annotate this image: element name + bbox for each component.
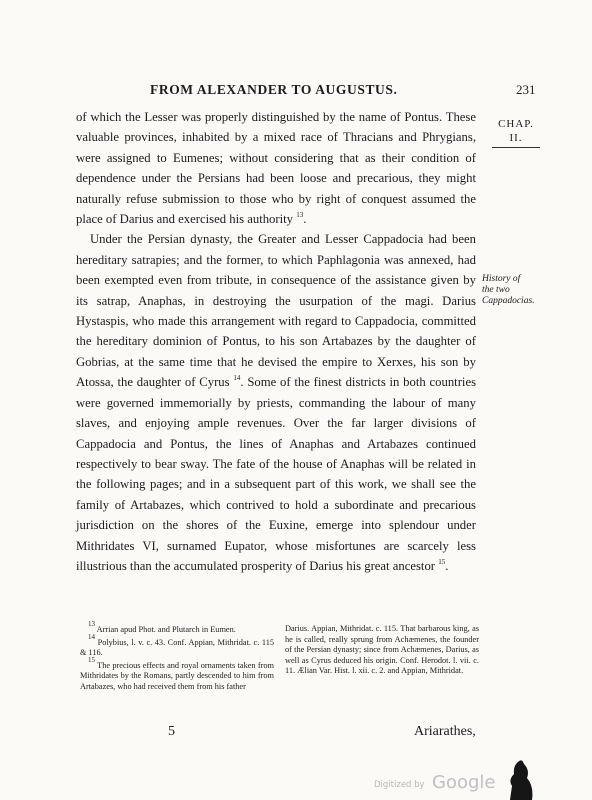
- footnote-15-mark: 15: [88, 655, 95, 664]
- chapter-rule: [492, 147, 540, 148]
- paragraph-2-text-b: Some of the finest districts in both countries were governed immemorially by priests, commanding the labour of many slaves, and enjoying ample revenues. Over the far larger divisions of Cappadocia and Pontus, the lines of Anaphas and Artabazes continued respectively to bear sway. The fate of the house of Anaphas will be related in the following pages; and in a subsequent part of this work, we shall see the family of Artabazes, which contrived to hold a subordinate and precarious jurisdiction on the shores of the Euxine, emerge into splendour under Mithridates VI, surnamed Eupator, whose misfortunes are scarcely less illustrious than the accumulated prosperity of Darius his great ancestor: [76, 375, 477, 573]
- side-note-line-3: Cappadocias.: [482, 296, 535, 306]
- footnote-15-continued: Darius. Appian, Mithridat. c. 115. That barbarous king, as he is called, really sprung from Achæmenes, the founder of the Persian dynasty; since from Achæmenes, Darius, as well as Cyrus deduced his origin. Conf. Herodot. l. vii. c. 11. Ælian Var. Hist. l. xii. c. 2. and Appian, Mithridat.: [285, 624, 479, 676]
- signature-mark: 5: [168, 724, 175, 739]
- page-number: 231: [516, 82, 536, 97]
- footnote-14-mark: 14: [88, 632, 95, 641]
- body-text: [76, 107, 476, 576]
- footnote-ref-13[interactable]: 13: [296, 211, 304, 220]
- footnotes-left-column: [80, 620, 275, 694]
- paragraph-1: of which the Lesser was properly distinguished by the name of Pontus. These valuable provinces, inhabited by a mixed race of Thracians and Phrygians, were assigned to Eumenes; without considering that as their condition of dependence under the Persians had been loose and precarious, they might naturally refuse submission to those who by right of conquest assumed the place of Darius and exercised his authority $^{13}$.: [76, 110, 476, 227]
- footnote-divider: [78, 613, 478, 615]
- footnote-ref-14[interactable]: 14: [233, 374, 241, 383]
- side-note-line-2: the two: [482, 285, 510, 295]
- footnote-14-text: Polybius, l. v. c. 43. Conf. Appian, Mithridat. c. 115 & 116.: [80, 637, 275, 658]
- chapter-marker: [492, 117, 540, 148]
- watermark-prefix: Digitized by: [374, 780, 425, 790]
- chapter-number: II.: [509, 132, 523, 144]
- side-note: [482, 274, 554, 307]
- paragraph-1-text: of which the Lesser was properly distinguished by the name of Pontus. These valuable provinces, inhabited by a mixed race of Thracians and Phrygians, were assigned to Eumenes; without considering that as their condition of dependence under the Persians had been loose and precarious, they might naturally refuse submission to those who by right of conquest assumed the place of Darius and exercised his authority: [76, 110, 476, 227]
- google-watermark: [374, 772, 574, 796]
- paragraph-2: Under the Persian dynasty, the Greater and Lesser Cappadocia had been hereditary satrapies; and the former, to which Paphlagonia was annexed, had been exempted even from tribute, in consequence of the assistance given by its satrap, Anaphas, in destroying the usurpation of the magi. Darius Hystaspis, who made this arrangement with regard to Cappadocia, committed the hereditary dominion of Pontus, to his son Artabazes by the daughter of Gobrias, at the same time that he devised the empire to Xerxes, his son by Atossa, the daughter of Cyrus $^{14}$. Some of the finest districts in both countries were governed immemorially by priests, commanding the labour of many slaves, and enjoying ample revenues. Over the far larger divisions of Cappadocia and Pontus, the lines of Anaphas and Artabazes continued respectively to bear sway. The fate of the house of Anaphas will be related in the following pages; and in a subsequent part of this work, we shall see the family of Artabazes, which contrived to hold a subordinate and precarious jurisdiction on the shores of the Euxine, emerge into splendour under Mithridates VI, surnamed Eupator, whose misfortunes are scarcely less illustrious than the accumulated prosperity of Darius his great ancestor $^{15}$.: [76, 232, 477, 573]
- footnote-13-mark: 13: [88, 620, 95, 628]
- watermark-brand: Google: [432, 772, 496, 793]
- chapter-label: CHAP.: [498, 118, 534, 130]
- footnote-13-text: Arrian apud Phot. and Plutarch in Eumen.: [96, 625, 236, 634]
- ink-blot-icon: [496, 756, 536, 800]
- footnote-14: [80, 632, 275, 659]
- running-title: FROM ALEXANDER TO AUGUSTUS.: [150, 82, 398, 97]
- footnote-13: [80, 620, 274, 636]
- side-note-line-1: History of: [482, 274, 521, 284]
- footnote-ref-15[interactable]: 15: [438, 557, 446, 566]
- footnotes-right-column: [285, 624, 479, 678]
- paragraph-2-text-a: Under the Persian dynasty, the Greater and Lesser Cappadocia had been hereditary satrapies; and the former, to which Paphlagonia was annexed, had been exempted even from tribute, in consequence of the assistance given by its satrap, Anaphas, in destroying the usurpation of the magi. Darius Hystaspis, who made this arrangement with regard to Cappadocia, committed the hereditary dominion of Pontus, to his son Artabazes by the daughter of Gobrias, at the same time that he devised the empire to Xerxes, his son by Atossa, the daughter of Cyrus: [76, 232, 476, 390]
- catchword: Ariarathes,: [414, 724, 476, 739]
- footnote-15: [80, 655, 274, 693]
- running-header: [0, 82, 592, 102]
- footnote-15-text-a: The precious effects and royal ornaments taken from Mithridates by the Romans, partly descended to him from Artabazes, who had received them from his father: [80, 660, 274, 691]
